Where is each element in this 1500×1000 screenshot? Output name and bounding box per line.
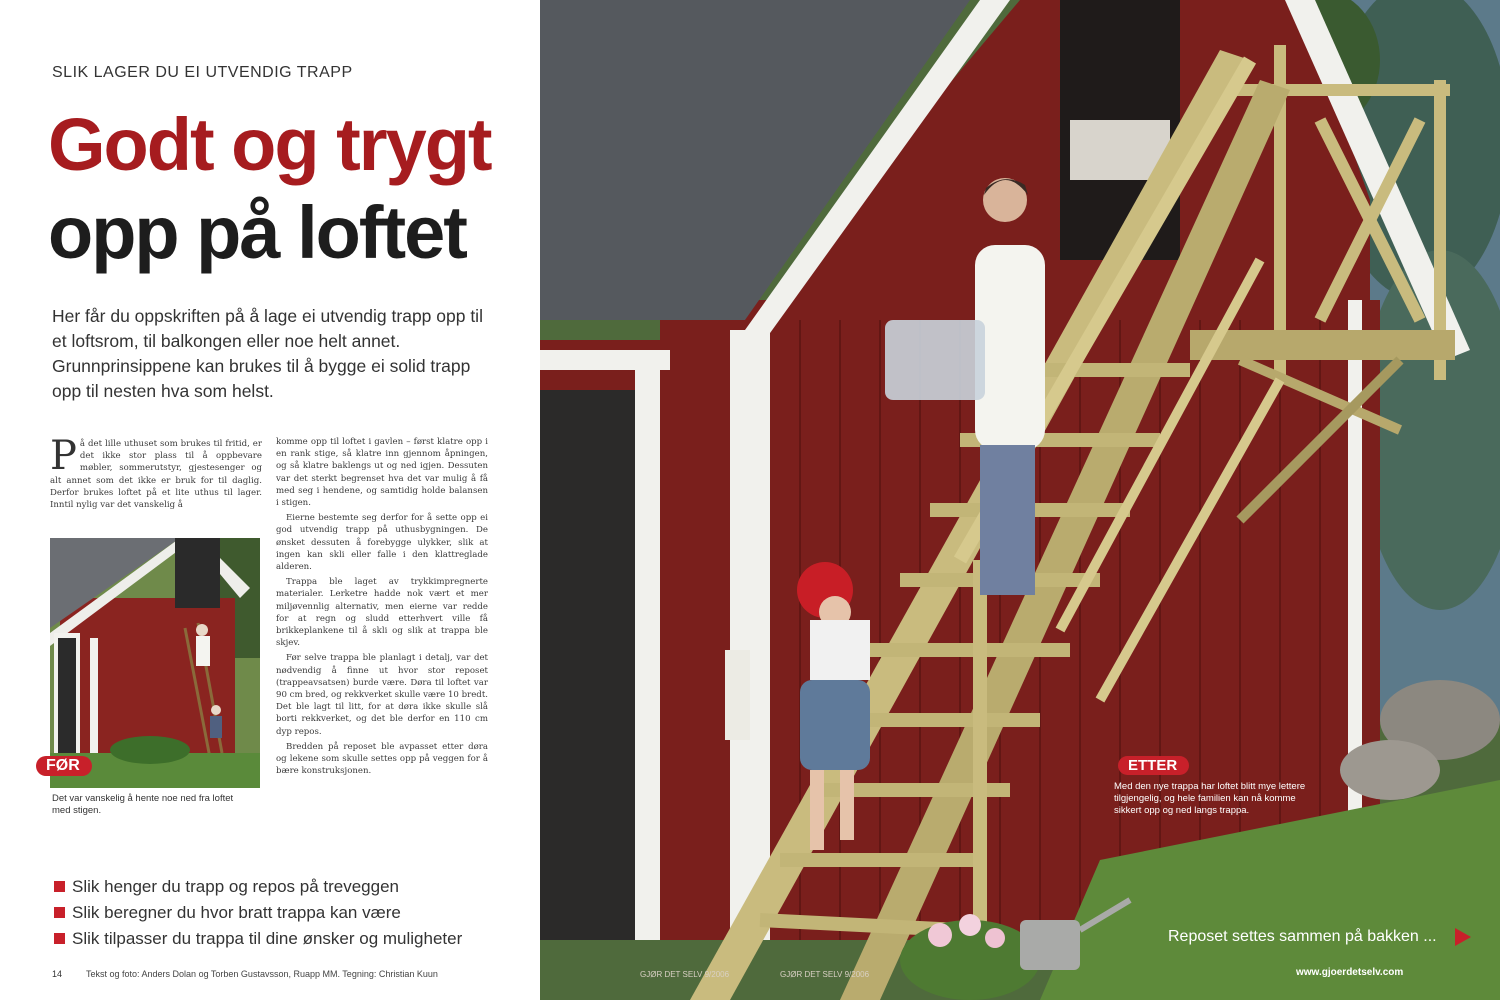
drop-cap: P	[50, 433, 77, 479]
body-paragraph	[50, 433, 262, 511]
list-item-text: Slik beregner du hvor bratt trappa kan være	[72, 903, 401, 922]
next-page-teaser: Reposet settes sammen på bakken ...	[1168, 928, 1437, 945]
list-item-text: Slik henger du trapp og repos på treveggen	[72, 877, 400, 896]
page-number: 14	[52, 969, 63, 979]
before-photo-illustration	[50, 538, 260, 788]
after-tag: ETTER	[1118, 756, 1189, 775]
issue-label-left: GJØR DET SELV 9/2006	[640, 970, 730, 979]
body-column-2	[276, 436, 488, 780]
bullet-square-icon	[54, 907, 65, 918]
body-paragraph-text: å det lille uthuset som brukes til fritid, er det ikke stor plass til å oppbevare møbler, sommerutstyr, gjestesenger og alt annet som det ikke er bruk for til daglig. Derfor brukes loftet på et lite uthus til lager. Inntil nylig var det vanskelig å	[50, 439, 262, 511]
feature-list	[54, 874, 462, 952]
article-lead: Her får du oppskriften på å lage ei utvendig trapp opp til et loftsrom, til balkongen eller noe helt annet. Grunnprinsippene kan brukes til å bygge ei solid trapp opp til nesten hva som helst.	[52, 306, 483, 401]
article-title-line1: Godt og trygt	[48, 103, 491, 186]
after-caption: Med den nye trappa har loftet blitt mye lettere tilgjengelig, og hele familien kan nå komme sikkert opp og ned langs trappa.	[1114, 781, 1306, 816]
body-paragraph: komme opp til loftet i gavlen – først klatre opp i en rank stige, så klatre inn gjennom åpningen, og så klatre baklengs ut og ned igjen. Dessuten var det sterkt begrenset hva det var mulig å få med seg i hendene, og samtidig holde balansen i stigen.	[276, 437, 488, 509]
list-item	[54, 900, 462, 926]
after-photo	[540, 0, 1500, 1000]
before-photo	[50, 538, 260, 788]
next-arrow-icon	[1455, 928, 1471, 946]
body-column-1	[50, 433, 262, 514]
article-title-line2: opp på loftet	[48, 191, 466, 274]
list-item	[54, 926, 462, 952]
before-caption: Det var vanskelig å hente noe ned fra loftet med stigen.	[52, 793, 234, 816]
issue-label-right: GJØR DET SELV 9/2006	[780, 970, 870, 979]
bullet-square-icon	[54, 881, 65, 892]
after-photo-illustration	[540, 0, 1500, 1000]
website-url: www.gjoerdetselv.com	[1296, 967, 1404, 978]
list-item-text: Slik tilpasser du trappa til dine ønsker og muligheter	[72, 929, 463, 948]
body-paragraph: Bredden på reposet ble avpasset etter døra og lekene som skulle settes opp på veggen for å bære konstruksjonen.	[276, 741, 488, 777]
list-item	[54, 874, 462, 900]
photo-credits: Tekst og foto: Anders Dolan og Torben Gustavsson, Ruapp MM. Tegning: Christian Kuun	[86, 969, 438, 979]
bullet-square-icon	[54, 933, 65, 944]
body-paragraph: Før selve trappa ble planlagt i detalj, var det nødvendig å finne ut hvor stor reposet (trappeavsatsen) burde være. Døra til loftet var 90 cm bred, og rekkverket skulle være 10 bredt. Det ble lagt til litt, for at døra ikke skulle slå borti rekkverket, og det ble derfor en 110 cm dyp repos.	[276, 653, 488, 737]
body-paragraph: Trappa ble laget av trykkimpregnerte materialer. Lerketre hadde nok vært et mer miljøvennlig alternativ, men eierne var redde for at regn og sludd etterhvert ville få brikkeplankene til å skli og slik at trappa ble skjev.	[276, 577, 488, 649]
body-paragraph: Eierne bestemte seg derfor for å sette opp ei god utvendig trapp på uthusbygningen. De ønsket dessuten å forebygge ulykker, slik at ingen kan skli eller falle i den klattreglade alderen.	[276, 513, 488, 573]
left-page	[0, 0, 540, 1000]
before-tag: FØR	[36, 756, 92, 776]
article-kicker: SLIK LAGER DU EI UTVENDIG TRAPP	[52, 64, 353, 81]
